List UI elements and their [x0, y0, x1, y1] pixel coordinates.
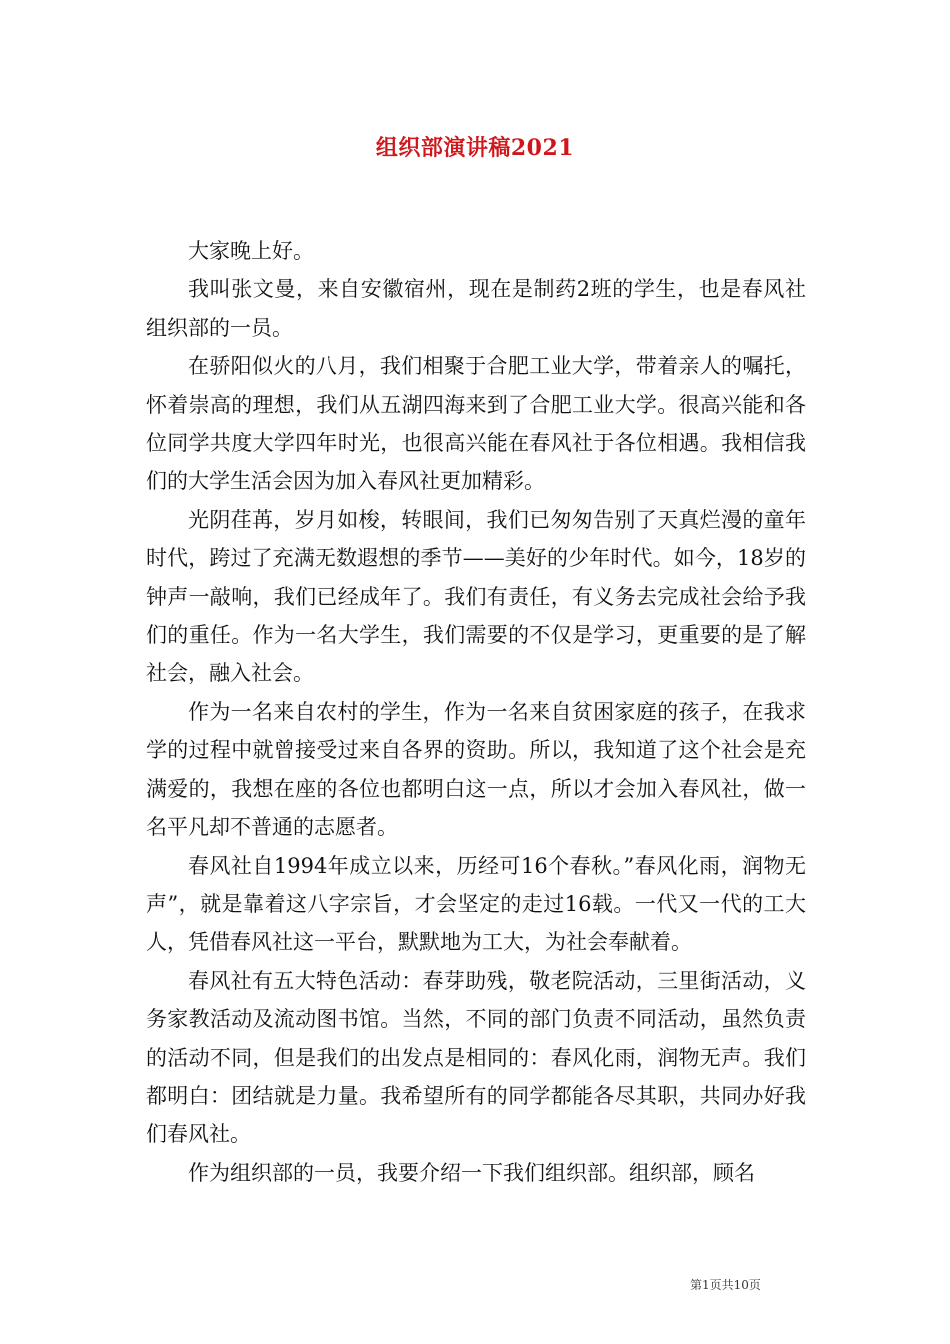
paragraph-growing-up: 光阴荏苒，岁月如梭，转眼间，我们已匆匆告别了天真烂漫的童年时代，跨过了充满无数遐想的季节——美好的少年时代。如今，18岁的钟声一敲响，我们已经成年了。我们有责任，有义务去完成社会给予我们的重任。作为一名大学生，我们需要的不仅是学习，更重要的是了解社会，融入社会。	[146, 507, 806, 686]
document-body	[146, 232, 806, 1192]
paragraph-greeting: 大家晚上好。	[188, 239, 314, 263]
paragraph-history: 春风社自1994年成立以来，历经可16个春秋。”春风化雨，润物无声”，就是靠着这八字宗旨，才会坚定的走过16载。一代又一代的工大人，凭借春风社这一平台，默默地为工大，为社会奉献着。	[146, 853, 806, 955]
paragraph-department: 作为组织部的一员，我要介绍一下我们组织部。组织部，顾名	[188, 1160, 755, 1185]
document-title: 组织部演讲稿2021	[375, 135, 575, 161]
page-number-footer: 第1页共10页	[690, 1278, 761, 1292]
paragraph-introduction: 我叫张文曼，来自安徽宿州，现在是制药2班的学生，也是春风社组织部的一员。	[146, 277, 806, 340]
paragraph-arrival: 在骄阳似火的八月，我们相聚于合肥工业大学，带着亲人的嘱托，怀着崇高的理想，我们从五湖四海来到了合肥工业大学。很高兴能和各位同学共度大学四年时光，也很高兴能在春风社于各位相遇。我相信我们的大学生活会因为加入春风社更加精彩。	[146, 354, 806, 494]
paragraph-activities: 春风社有五大特色活动：春芽助残，敬老院活动，三里街活动，义务家教活动及流动图书馆。当然，不同的部门负责不同活动，虽然负责的活动不同，但是我们的出发点是相同的：春风化雨，润物无声。我们都明白：团结就是力量。我希望所有的同学都能各尽其职，共同办好我们春风社。	[146, 968, 806, 1147]
paragraph-background: 作为一名来自农村的学生，作为一名来自贫困家庭的孩子，在我求学的过程中就曾接受过来自各界的资助。所以，我知道了这个社会是充满爱的，我想在座的各位也都明白这一点，所以才会加入春风社，做一名平凡却不普通的志愿者。	[146, 699, 806, 840]
